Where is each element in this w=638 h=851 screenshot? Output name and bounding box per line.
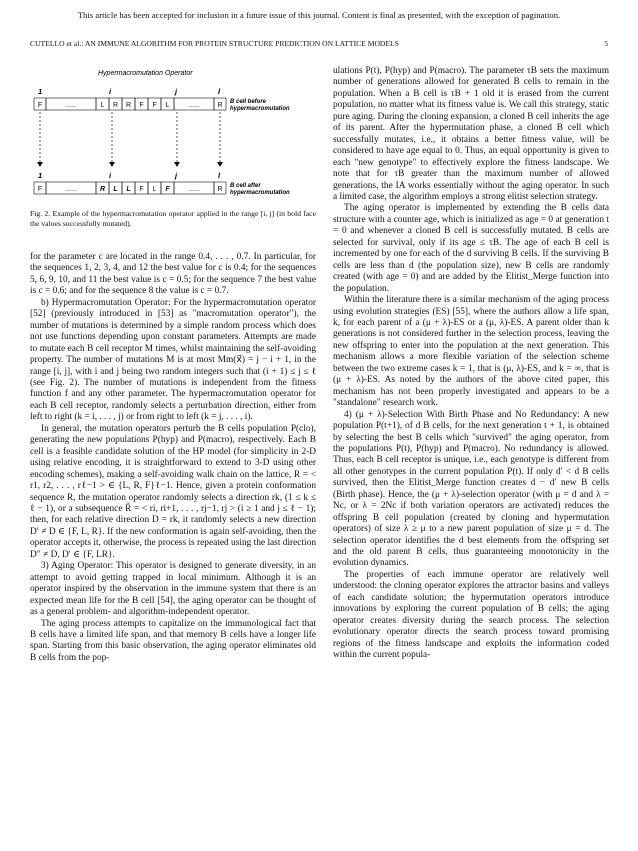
index-label-1: 1 (38, 87, 43, 96)
before-cell: ...... (188, 102, 200, 109)
left-column (30, 252, 316, 664)
before-cell: R (217, 102, 223, 109)
before-cell: L (165, 102, 170, 109)
right-column (333, 66, 609, 662)
figure-caption: Fig. 2. Example of the hypermacromutation operator applied in the range [i, j] (in bold face the values successfully mutated). (30, 209, 316, 228)
index-label-i: i (109, 171, 112, 180)
after-label-line1: B cell after (230, 183, 261, 189)
before-cell: R (112, 102, 119, 109)
running-header (30, 39, 608, 48)
paragraph: The properties of each immune operator are relatively well understood: the cloning operator explores the attractor basins and valleys of each candidate solution; the hypermutation operators introduce innovations by exploring the current population of B cells; the aging operator creates diversity during the search process. The selection evolutionary operator directs the search process toward promising regions of the fitness landscape and exploits the information coded within the current popula- (333, 569, 609, 661)
after-cell-mutated: L (113, 186, 118, 193)
before-cell: L (100, 102, 105, 109)
paragraph: 3) Aging Operator: This operator is designed to generate diversity, in an attempt to avoid getting trapped in local minimum. Although it is an operator inspired by the observation in the immune system that there is an expected mean life for the B cell [54], the aging operator can be thought of as a general problem- and algorithm-independent operator. (30, 561, 316, 618)
index-label-l: l (218, 171, 221, 180)
after-cell: L (152, 186, 157, 193)
before-cell: F (37, 102, 43, 109)
paragraph: Within the literature there is a similar mechanism of the aging process using evolution strategies (ES) [55], where the authors allow a life span, k, for each parent of a (μ + λ)-ES or a (μ, λ)-ES. A parent older than k generations is not considered further in the selection process, leaving the new offspring to enter into the population at the next generation. This mechanism allows a more flexible variation of the selection scheme between the two extreme cases k = 1, that is (μ, λ)-ES, and k = ∞, that is (μ + λ)-ES. As noted by the authors of the above cited paper, this mechanism has not been properly investigated and appears to be a "standalone" research work. (333, 295, 609, 409)
figure-title: Hypermacromutation Operator (98, 70, 193, 77)
paragraph: ulations P(t), P(hyp) and P(macro). The parameter τB sets the maximum number of generations allowed for generated B cells to remain in the population. When a B cell is τB + 1 old it is erased from the current population, no matter what its fitness value is. We call this strategy, static pure aging. During the cloning expansion, a cloned B cell inherits the age of its parent. After the hypermutation phase, a cloned B cell which successfully mutates, i.e., it obtains a better fitness value, will be considered to have age equal to 0. Thus, an equal opportunity is given to each "new genotype" to effectively explore the fitness landscape. We note that for τB greater than the maximum number of allowed generations, the IA works essentially without the aging operator. In such a limited case, the algorithm employs a strong elitist selection strategy. (333, 66, 609, 202)
paragraph: for the parameter c are located in the range 0.4, . . . , 0.7. In particular, for the sequences 1, 2, 3, 4, and 12 the best value for c is 0.4; for the sequences 5, 6, 9, 10, and 11 the best value is c = 0.5; for the sequence 7 the best value is c = 0.6; and for the sequence 8 the value is c = 0.7. (30, 252, 316, 297)
mutation-arrows (40, 112, 220, 162)
after-cell: F (37, 186, 43, 193)
paragraph: The aging process attempts to capitalize on the immunological fact that B cells have a limited life span, and that memory B cells have a longer life span. Starting from this basic observation, the aging operator eliminates old B cells from the pop- (30, 618, 316, 663)
before-cell: R (125, 102, 132, 109)
before-cell: F (139, 102, 144, 109)
hypermacromutation-diagram (30, 66, 320, 206)
index-label-j: j (175, 87, 178, 96)
paragraph: In general, the mutation operators perturb the B cells population P(clo), generating the new populations P(hyp) and P(macro), respectively. Each B cell is a feasible candidate solution of the HP model (for simplicity in 2-D using relative encoding, it is straightforward to extend to 3-D using other encoding schemes), making a self-avoiding walk chain on the lattice, R = < r1, r2, . . . , rℓ−1 > ∈ {L, R, F}ℓ−1. Hence, given a protein conformation sequence R, the mutation operator randomly selects a direction rk, (1 ≤ k ≤ ℓ − 1), or a subsequence R̃ = < ri, ri+1, . . . , rj−1, rj > (i ≥ 1 and j ≤ ℓ − 1); then, for each relative direction D = rk, it randomly selects a new direction D′ ≠ D ∈ {F, L, R}. If the new conformation is again self-avoiding, then the operator accepts it, otherwise, the process is repeated using the last direction D′′ ≠ D, D′ ∈ {F, LR}. (30, 423, 316, 560)
index-label-i: i (109, 87, 112, 96)
after-cell: ...... (188, 186, 200, 193)
after-cell: R (217, 186, 223, 193)
index-label-l: l (218, 87, 221, 96)
paragraph: The aging operator is implemented by extending the B cells data structure with a counter age, which is initialized as age = 0 at generation t = 0 and whenever a cloned B cell is successfully mutated. B cells are selected for survival, only if its age ≤ τB. The age of each B cell is incremented by one for each of the d surviving B cells. If the surviving B cells are less than d (the population size), new B cells are randomly created (with age = 0) and are added by the Elitist_Merge function into the population. (333, 203, 609, 294)
index-label-j: j (175, 171, 178, 180)
paragraph: 4) (μ + λ)-Selection With Birth Phase and No Redundancy: A new population P(t+1), of d B cells, for the next generation t + 1, is obtained by selecting the best B cells which "survived" the aging operator, from the populations P(t), P(hyp) and P(macro). No redundancy is allowed. Thus, each B cell receptor is unique, i.e., each genotype is different from all other genotypes in the current population P(t). If only d′ < d B cells survived, then the Elitist_Merge function creates d − d′ new B cells (Birth phase). Hence, the (μ + λ)-selection operator (with μ = d and λ = Nc, or λ = 2Nc if both variation operators are activated) reduces the offspring B cell population (created by cloning and hypermutation operators) of size λ ≥ μ to a new parent population of size μ = d. The selection operator identifies the d best elements from the offspring set and the old parent B cells, thus guaranteeing monotonicity in the evolution dynamics. (333, 409, 609, 569)
before-label-line1: B cell before (230, 99, 267, 105)
after-cell-mutated: L (126, 186, 131, 193)
after-cell-mutated: F (165, 186, 170, 193)
acceptance-banner: This article has been accepted for inclusion in a future issue of this journal. Content is final as presented, with the exception of pagination. (77, 10, 561, 20)
before-cell: ...... (65, 102, 77, 109)
before-cell: F (152, 102, 157, 109)
after-cell: F (139, 186, 144, 193)
after-cell-mutated: R (99, 186, 106, 193)
after-cell: ...... (65, 186, 77, 193)
paragraph: b) Hypermacromutation Operator: For the hypermacromutation operator [52] (previously introduced in [53] as "macromutation operator"), the number of mutations is determined by a simple random process which does not use functions depending upon constant parameters. Attempts are made to mutate each B cell receptor M times, whilst maintaining the self-avoiding property. The number of mutations M is at most Mm(x⃗) = j − i + 1, in the range [i, j], with i and j being two random integers such that (i + 1) ≤ j ≤ ℓ (see Fig. 2). The number of mutations is independent from the fitness function f and any other parameter. The hypermacromutation operator for each B cell receptor, randomly selects a perturbation direction, either from left to right (k = i, . . . , j) or from right to left (k = j, . . . , i). (30, 297, 316, 423)
page-number: 5 (604, 39, 608, 48)
running-title: CUTELLO et al.: AN IMMUNE ALGORITHM FOR PROTEIN STRUCTURE PREDICTION ON LATTICE MODELS (30, 39, 399, 48)
before-label-line2: hypermacromutation (230, 106, 290, 112)
after-label-line2: hypermacromutation (230, 190, 290, 196)
index-label-1: 1 (38, 171, 43, 180)
